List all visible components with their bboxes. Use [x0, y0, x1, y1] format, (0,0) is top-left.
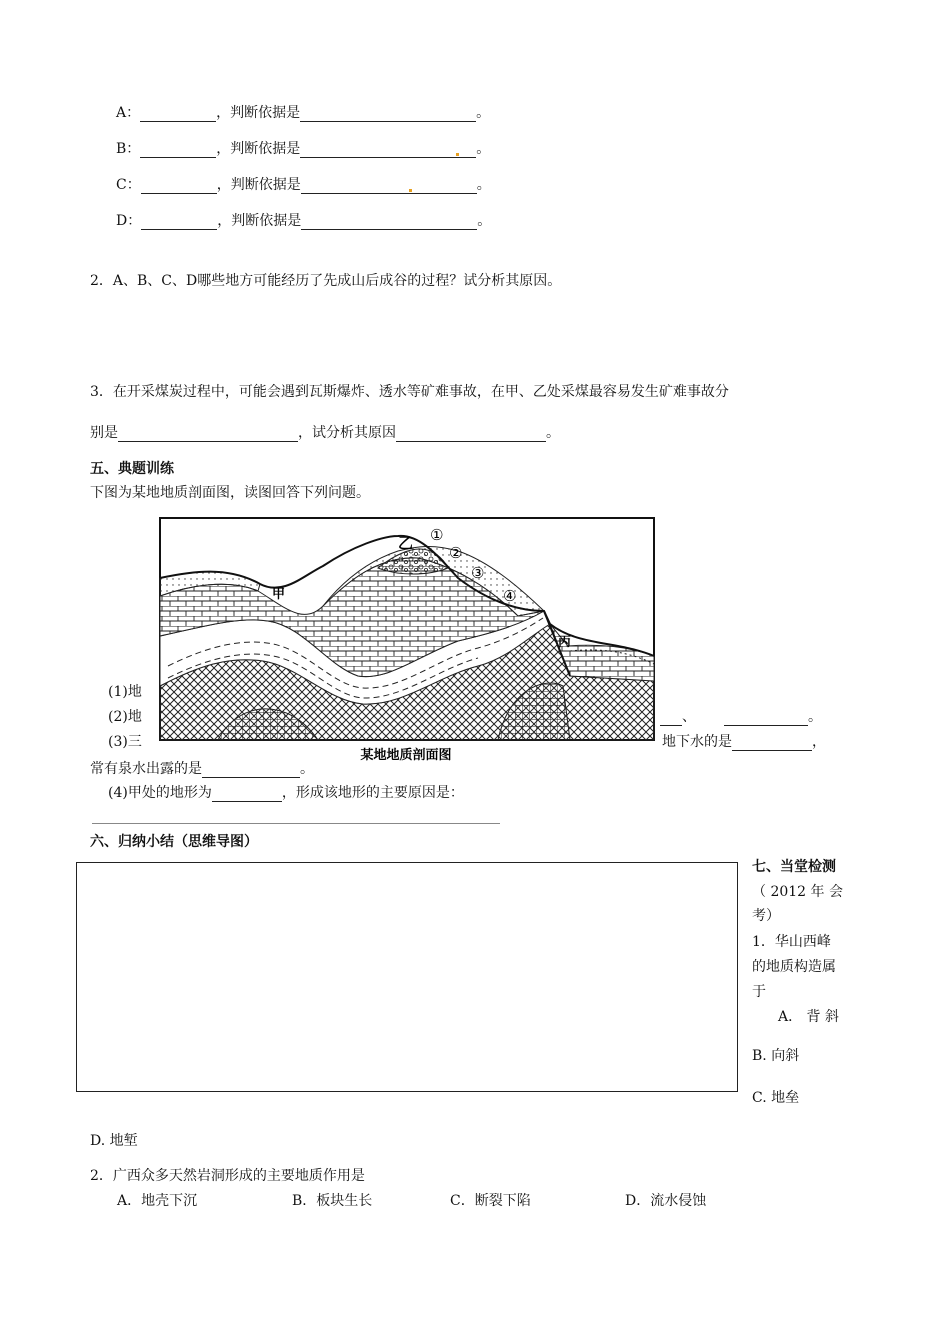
answer-line-b: B： ，判断依据是 。 — [116, 141, 491, 157]
blank-3a[interactable] — [732, 736, 812, 751]
mark-dot — [409, 189, 412, 192]
blank-accident[interactable] — [118, 427, 298, 442]
sub-question-2: (2)地 — [108, 709, 142, 725]
blank-basis[interactable] — [301, 215, 477, 230]
question-3-answer: 别是 ，试分析其原因 。 — [90, 425, 560, 441]
option-c[interactable]: C. 地垒 — [752, 1090, 800, 1106]
answer-basis-label: ，判断依据是 — [216, 141, 301, 157]
blank-feature[interactable] — [141, 215, 217, 230]
blank-basis[interactable] — [300, 143, 476, 158]
answer-rule[interactable] — [92, 823, 500, 824]
option-a[interactable]: A． 背 斜 — [778, 1009, 840, 1025]
question-1-line: 考） — [752, 908, 780, 924]
answer-line-a: A： ，判断依据是 。 — [116, 105, 491, 121]
label-3: ③ — [471, 564, 485, 582]
blank-feature[interactable] — [141, 179, 217, 194]
answer-key: A： — [116, 105, 141, 121]
answer-line-c: C： ，判断依据是 。 — [116, 177, 491, 193]
q2-option-d[interactable]: D．流水侵蚀 — [625, 1193, 707, 1209]
answer-basis-label: ，判断依据是 — [216, 177, 301, 193]
answer-basis-label: ，判断依据是 — [217, 213, 302, 229]
label-jia: 甲 — [272, 587, 286, 602]
sub-question-3-cont: 常有泉水出露的是 。 — [90, 761, 314, 777]
section-5-intro: 下图为某地地质剖面图，读图回答下列问题。 — [90, 485, 370, 501]
q2-option-c[interactable]: C．断裂下陷 — [450, 1193, 531, 1209]
blank-4a[interactable] — [212, 787, 282, 802]
section-heading-7: 七、当堂检测 — [752, 859, 836, 875]
blank-feature[interactable] — [140, 143, 216, 158]
label-bing: 丙 — [558, 635, 572, 650]
blank-basis[interactable] — [301, 179, 477, 194]
sub-question-1: (1)地 — [108, 684, 142, 700]
blank-2a[interactable] — [660, 711, 682, 726]
answer-key: C： — [116, 177, 141, 193]
sub-question-3: (3)三 — [108, 734, 142, 750]
blank-basis[interactable] — [300, 107, 476, 122]
label-4: ④ — [503, 587, 517, 605]
mark-dot — [456, 153, 459, 156]
sub-question-4: (4)甲处的地形为 ，形成该地形的主要原因是： — [108, 785, 464, 801]
label-yi: 乙 — [398, 534, 414, 552]
answer-key: B： — [116, 141, 141, 157]
question-2-check: 2．广西众多天然岩洞形成的主要地质作用是 — [90, 1168, 365, 1184]
section-heading-6: 六、归纳小结（思维导图） — [90, 834, 258, 850]
mind-map-box[interactable] — [76, 862, 738, 1092]
question-3: 3．在开采煤炭过程中，可能会遇到瓦斯爆炸、透水等矿难事故，在甲、乙处采煤最容易发生矿难事故分 — [90, 384, 729, 400]
q2-option-b[interactable]: B．板块生长 — [292, 1193, 373, 1209]
blank-feature[interactable] — [140, 107, 216, 122]
q2-option-a[interactable]: A．地壳下沉 — [117, 1193, 198, 1209]
question-2: 2．A、B、C、D哪些地方可能经历了先成山后成谷的过程？试分析其原因。 — [90, 273, 562, 289]
geological-cross-section-figure — [158, 516, 658, 766]
question-1-line: 于 — [752, 984, 766, 1000]
sub-question-3-tail: 地下水的是 ， — [662, 734, 826, 750]
label-1: ① — [430, 526, 444, 544]
question-1-line: （ 2012 年 会 — [752, 884, 843, 900]
blank-2b[interactable] — [724, 711, 808, 726]
sub-question-2-tail: 、 。 — [660, 708, 822, 726]
answer-key: D： — [116, 213, 142, 229]
answer-line-d: D： ，判断依据是 。 — [116, 213, 492, 229]
option-d[interactable]: D. 地堑 — [90, 1133, 138, 1149]
section-heading-5: 五、典题训练 — [90, 461, 174, 477]
blank-reason[interactable] — [396, 427, 546, 442]
question-1-line: 的地质构造属 — [752, 959, 836, 975]
question-1-line: 1．华山西峰 — [752, 934, 831, 950]
answer-basis-label: ，判断依据是 — [216, 105, 301, 121]
figure-caption: 某地地质剖面图 — [360, 748, 452, 763]
option-b[interactable]: B. 向斜 — [752, 1048, 800, 1064]
label-2: ② — [449, 544, 463, 562]
